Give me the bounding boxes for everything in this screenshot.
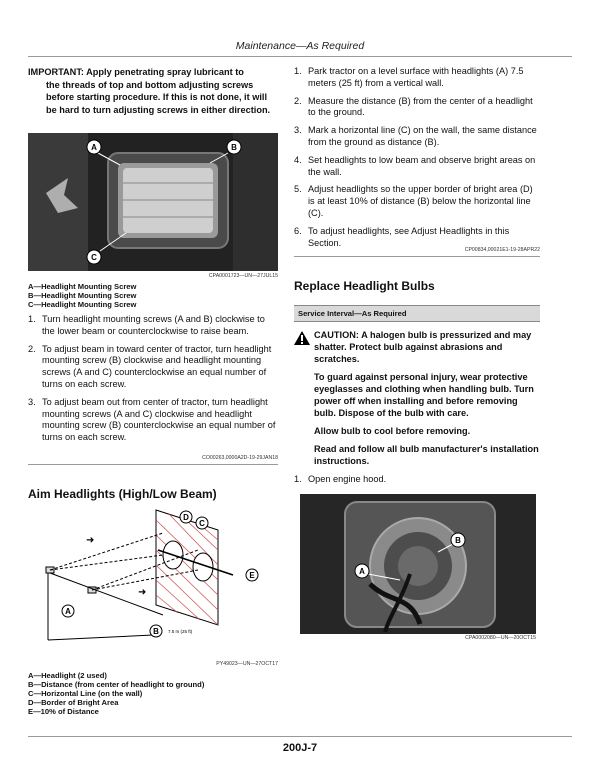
list-item: [294, 474, 540, 486]
caution-text: To guard against personal injury, wear protective eyeglasses and clothing when handling bulb. Turn power off when installing and before removing bulb. Dispose of the bulb with care.: [314, 372, 534, 418]
aim-legend-item: C—Horizontal Line (on the wall): [28, 689, 143, 698]
bulb-code: CPA0002080—UN—20OCT15: [465, 635, 536, 641]
aim-legend: [28, 671, 278, 716]
step-text: To adjust headlights, see Adjust Headlights in this Section.: [308, 225, 510, 248]
step-number: 2.: [28, 343, 36, 354]
fig1-legend-item: A—Headlight Mounting Screw: [28, 282, 137, 291]
bulb-label-a: A: [359, 567, 365, 576]
page-number: 200J-7: [282, 742, 318, 754]
bulb-label-b: B: [455, 536, 461, 545]
adjust-code: CO00263,0000A2D-19-29JAN18: [202, 455, 278, 461]
replace-steps: [294, 474, 540, 492]
step-text: To adjust beam in toward center of tractor, turn headlight mounting screw (B) clockwise and headlight mounting screws (A and C) counterclockwise an equal number of turns on each screw.: [42, 343, 272, 389]
fig1-label-a: A: [91, 143, 97, 152]
aim-legend-item: E—10% of Distance: [28, 707, 99, 716]
adjust-steps: [28, 314, 278, 450]
aim-code: PY49023—UN—27OCT17: [216, 661, 278, 667]
aim-label-a: A: [65, 607, 71, 616]
fig1-legend: [28, 282, 278, 309]
fig1-legend-item: B—Headlight Mounting Screw: [28, 291, 137, 300]
list-item: [294, 226, 540, 250]
warning-icon: [294, 331, 310, 345]
list-item: [294, 96, 540, 120]
headlight-photo: [28, 133, 278, 271]
step-text: Mark a horizontal line (C) on the wall, the same distance from the ground as distance (B).: [308, 125, 537, 147]
aim-title: Aim Headlights (High/Low Beam): [28, 487, 217, 501]
aim-distance-label: 7.5 m (25 ft): [168, 629, 193, 634]
step-text: Turn headlight mounting screws (A and B) clockwise to the lower beam or counterclockwise to raise beam.: [42, 314, 265, 336]
step-number: 3.: [28, 396, 36, 407]
fig1-label-c: C: [91, 253, 97, 262]
service-interval-bar: Service Interval—As Required: [294, 305, 540, 322]
list-item: [294, 155, 540, 179]
important-text: the threads of top and bottom adjusting screws before starting procedure. If this is not done, it will be hard to turn adjusting screws in either direction.: [46, 79, 271, 115]
important-note: [28, 66, 278, 116]
replace-title: Replace Headlight Bulbs: [294, 279, 435, 293]
fig1-legend-item: C—Headlight Mounting Screw: [28, 300, 137, 309]
caution-block: [294, 329, 540, 473]
aim-diagram: [28, 505, 278, 655]
step-text: Set headlights to low beam and observe bright areas on the wall.: [308, 154, 536, 177]
header-rule: [28, 56, 572, 57]
list-item: [294, 184, 540, 219]
section-rule: [294, 256, 540, 257]
step-number: 2.: [294, 95, 302, 106]
list-item: [28, 397, 278, 444]
aim-label-e: E: [249, 571, 255, 580]
headlight-illustration: [28, 133, 278, 271]
aim-steps-code: CP00834,00021E1-19-28APR22: [464, 247, 540, 253]
aim-label-c: C: [199, 519, 205, 528]
page-header: Maintenance—As Required: [235, 40, 365, 52]
left-column: [28, 66, 278, 116]
list-item: [294, 66, 540, 90]
fig1-label-b: B: [231, 143, 237, 152]
step-text: Adjust headlights so the upper border of bright area (D) is at least 10% of distance (B) below the horizontal line (C).: [308, 184, 533, 218]
aim-legend-item: D—Border of Bright Area: [28, 698, 119, 707]
list-item: [28, 314, 278, 338]
step-number: 4.: [294, 154, 302, 165]
step-number: 3.: [294, 125, 302, 136]
list-item: [28, 344, 278, 391]
section-rule: [28, 464, 278, 465]
step-number: 1.: [294, 66, 302, 76]
footer-rule: [28, 736, 572, 737]
step-text: Measure the distance (B) from the center of a headlight to the ground.: [308, 95, 533, 118]
step-number: 1.: [294, 474, 302, 484]
svg-text:➜: ➜: [138, 587, 147, 598]
step-number: 1.: [28, 314, 36, 324]
bulb-illustration: [300, 494, 536, 634]
aim-legend-item: A—Headlight (2 used): [28, 671, 107, 680]
caution-text: CAUTION: A halogen bulb is pressurized and may shatter. Protect bulb against abrasions and scratches.: [314, 330, 532, 364]
step-text: Park tractor on a level surface with headlights (A) 7.5 meters (25 ft) from a vertical wall.: [308, 66, 524, 88]
list-item: [294, 125, 540, 149]
aim-label-d: D: [183, 513, 189, 522]
caution-text: Allow bulb to cool before removing.: [314, 426, 471, 436]
step-text: To adjust beam out from center of tractor, turn headlight mounting screws (A and C) clockwise and headlight mounting screw (B) counterclockwise an equal number of turns on each screw.: [42, 396, 276, 443]
step-text: Open engine hood.: [308, 474, 387, 484]
bulb-photo: [300, 494, 536, 634]
fig1-code: CPA0001723—UN—27JUL15: [208, 273, 278, 279]
important-lead: IMPORTANT: Apply penetrating spray lubricant to: [28, 67, 244, 77]
caution-text: Read and follow all bulb manufacturer's installation instructions.: [314, 444, 539, 466]
aim-label-b: B: [153, 627, 159, 636]
step-number: 6.: [294, 225, 302, 236]
aim-steps: [294, 66, 540, 255]
aim-legend-item: B—Distance (from center of headlight to ground): [28, 680, 205, 689]
step-number: 5.: [294, 184, 302, 195]
svg-text:➜: ➜: [86, 535, 95, 546]
